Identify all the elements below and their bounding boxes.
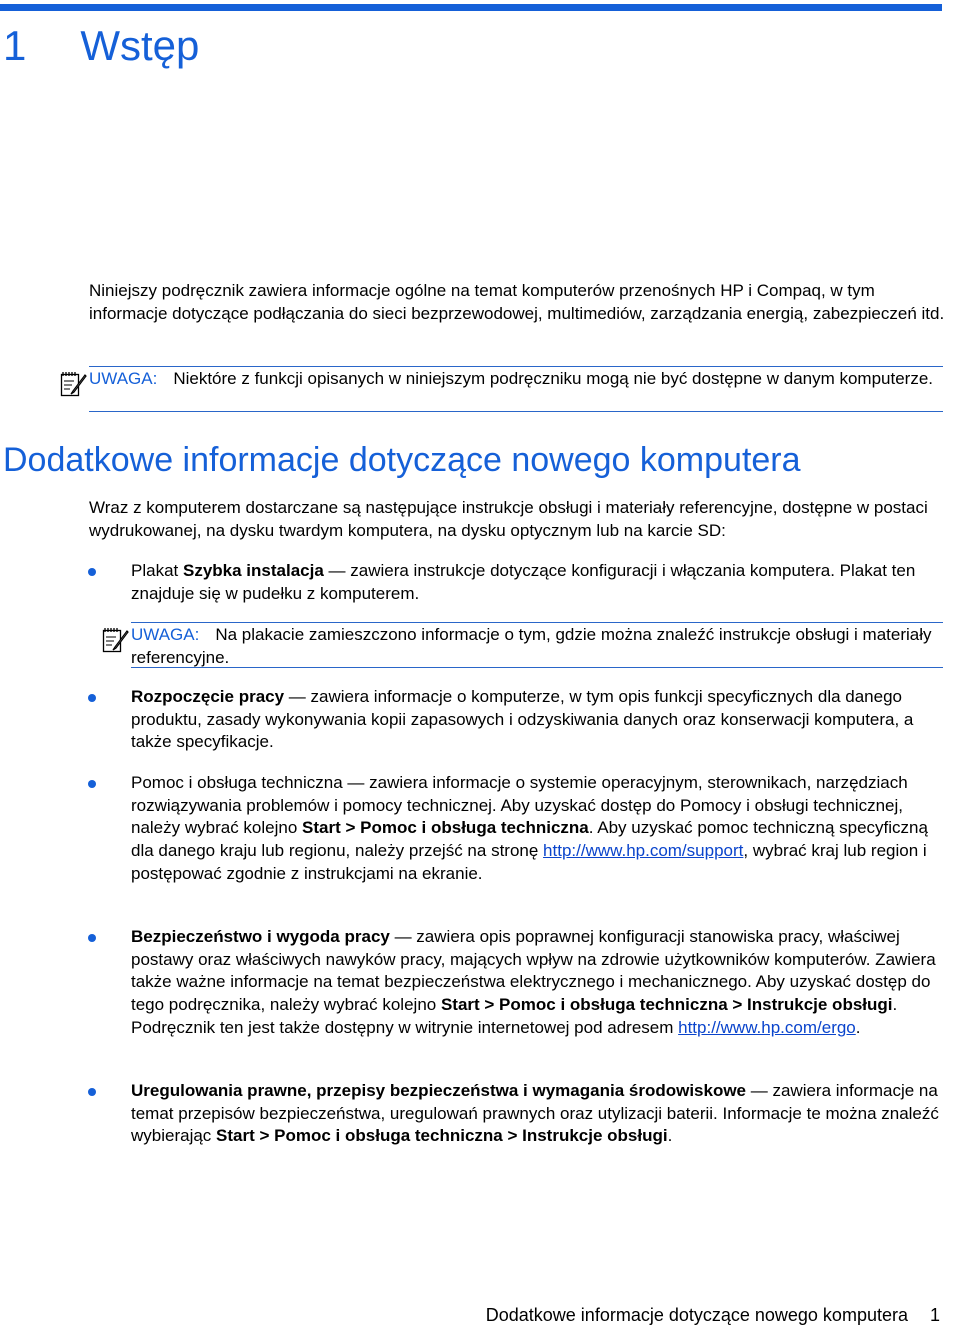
item-title: Uregulowania prawne, przepisy bezpieczeństwa i wymagania środowiskowe — [131, 1081, 747, 1100]
list-item: Pomoc i obsługa techniczna — zawiera informacje o systemie operacyjnym, sterownikach, narzędziach rozwiązywania problemów i pomocy technicznej. Aby uzyskać dostęp do Pomocy i obsługi technicznej, należy wybrać kolejno Start > Pomoc i obsługa techniczna. Aby uzyskać pomoc techniczną specyficzną dla danego kraju lub regionu, należy przejść na stronę http://www.hp.com/support, wybrać kraj lub region i postępować zgodnie z instrukcjami na ekranie. — [131, 772, 943, 886]
menu-path: Start > Pomoc i obsługa techniczna > Instrukcje obsługi — [216, 1126, 668, 1146]
section-title: Dodatkowe informacje dotyczące nowego komputera — [3, 441, 801, 479]
bullet-icon — [88, 780, 96, 788]
note-label: UWAGA: — [131, 625, 200, 644]
section-lead: Wraz z komputerem dostarczane są następujące instrukcje obsługi i materiały referencyjne, dostępne w postaci wydrukowanej, na dysku twardym komputera, na dysku optycznym lub na karcie SD: — [89, 498, 928, 540]
note-pad-icon — [101, 625, 129, 653]
item-title: Rozpoczęcie pracy — [131, 687, 285, 706]
chapter-top-rule — [0, 4, 942, 11]
bullet-icon — [88, 1088, 96, 1096]
menu-path: Start > Pomoc i obsługa techniczna > Instrukcje obsługi — [440, 995, 893, 1015]
chapter-title: Wstęp — [80, 22, 200, 69]
footer-title: Dodatkowe informacje dotyczące nowego komputera — [485, 1305, 908, 1325]
chapter-heading — [3, 18, 199, 74]
list-item: Uregulowania prawne, przepisy bezpieczeństwa i wymagania środowiskowe — zawiera informacje na temat przepisów bezpieczeństwa, uregulowań prawnych oraz utylizacji baterii. Informacje te można znaleźć wybierając Start > Pomoc i obsługa techniczna > Instrukcje obsługi. — [131, 1080, 943, 1148]
note-box — [131, 622, 943, 668]
intro-paragraph: Niniejszy podręcznik zawiera informacje ogólne na temat komputerów przenośnych HP i Compaq, w tym informacje dotyczące podłączania do sieci bezprzewodowej, multimediów, zarządzania energią, zabezpieczeń itd. — [89, 281, 945, 323]
note-text: Niektóre z funkcji opisanych w niniejszym podręczniku mogą nie być dostępne w danym komputerze. — [173, 369, 934, 388]
note-label: UWAGA: — [89, 369, 158, 388]
note-box — [89, 366, 943, 412]
bullet-icon — [88, 934, 96, 942]
bullet-icon — [88, 694, 96, 702]
support-link[interactable]: http://www.hp.com/support — [543, 841, 744, 861]
note-text: Na plakacie zamieszczono informacje o tym, gdzie można znaleźć instrukcje obsługi i materiały referencyjne. — [131, 625, 932, 667]
item-title: Bezpieczeństwo i wygoda pracy — [131, 927, 390, 946]
ergo-link[interactable]: http://www.hp.com/ergo — [678, 1017, 856, 1037]
note-pad-icon — [59, 369, 87, 397]
list-item: Rozpoczęcie pracy — zawiera informacje o komputerze, w tym opis funkcji specyficznych dla danego produktu, zasady wykonywania kopii zapasowych i odzyskiwania danych oraz konserwacji komputera, a także specyfikacje. — [131, 686, 943, 754]
page-number: 1 — [929, 1305, 940, 1325]
bullet-icon — [88, 568, 96, 576]
chapter-number: 1 — [3, 22, 27, 69]
menu-path: Start > Pomoc i obsługa techniczna — [302, 818, 589, 838]
page-footer — [486, 1303, 940, 1327]
list-item: Bezpieczeństwo i wygoda pracy — zawiera opis poprawnej konfiguracji stanowiska pracy, właściwej postawy oraz właściwych nawyków pracy, mających wpływ na zdrowie użytkowników komputerów. Zawiera także ważne informacje na temat bezpieczeństwa elektrycznego i mechanicznego. Aby uzyskać dostęp do tego podręcznika, należy wybrać kolejno Start > Pomoc i obsługa techniczna > Instrukcje obsługi. Podręcznik ten jest także dostępny w witrynie internetowej pod adresem http://www.hp.com/ergo. — [131, 926, 943, 1040]
list-item: Plakat Szybka instalacja — zawiera instrukcje dotyczące konfiguracji i włączania komputera. Plakat ten znajduje się w pudełku z komputerem. — [131, 560, 943, 605]
item-title: Szybka instalacja — [182, 561, 324, 580]
